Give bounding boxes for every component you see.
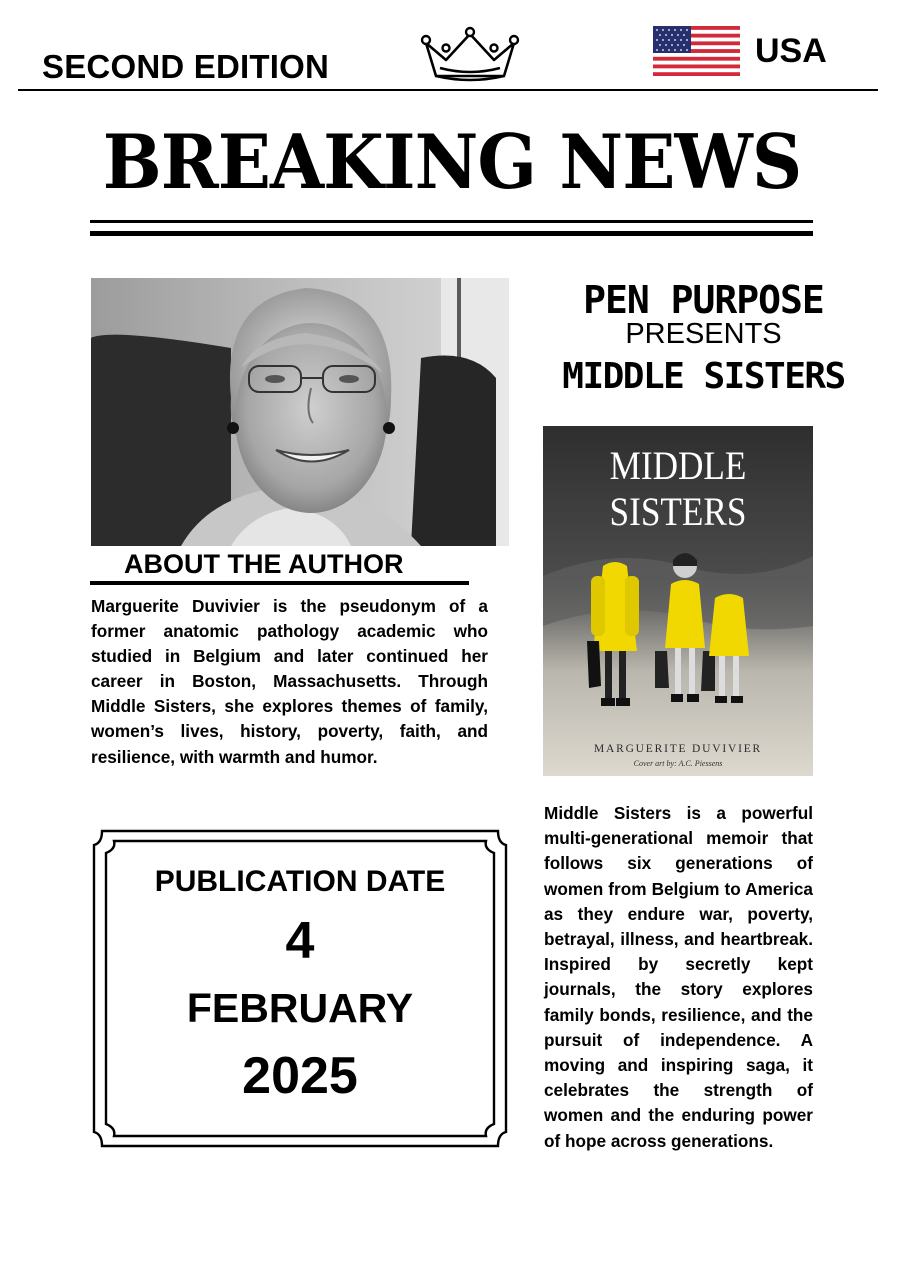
cover-art-credit: Cover art by: A.C. Piessens xyxy=(633,759,723,768)
about-author-rule xyxy=(90,581,469,585)
cover-title-line1: MIDDLE xyxy=(609,443,747,488)
headline: BREAKING NEWS xyxy=(102,118,802,206)
book-description: Middle Sisters is a powerful multi-generational memoir that follows six generations of women from Belgium to America as they endure war, poverty, betrayal, illness, and heartbreak. Inspired by secretly kept journals, the story explores family bonds, resilience, and the pursuit of independence. A moving and inspiring saga, it celebrates the strength of women and the enduring power of hope across generations. xyxy=(544,803,813,1151)
about-author-heading: ABOUT THE AUTHOR xyxy=(124,549,404,579)
headline-rule-thin xyxy=(90,220,813,223)
us-flag-icon xyxy=(653,26,740,76)
publication-month: FEBRUARY xyxy=(186,985,414,1031)
author-portrait-photo xyxy=(91,278,509,546)
publication-day: 4 xyxy=(285,912,315,970)
author-bio: Marguerite Duvivier is the pseudonym of a former anatomic pathology academic who studied in Belgium and later continued her career in Boston, Massachusetts. Through Middle Sisters, she explores themes of family, women’s lives, history, poverty, faith, and resilience, with warmth and humor. xyxy=(91,596,488,767)
publisher-name: PEN PURPOSE xyxy=(583,278,824,322)
publication-year: 2025 xyxy=(242,1047,358,1105)
crown-icon xyxy=(420,26,520,84)
book-cover xyxy=(543,426,813,776)
publication-date-label: PUBLICATION DATE xyxy=(154,865,446,898)
country-label: USA xyxy=(755,32,827,70)
presents-label: PRESENTS xyxy=(625,318,782,350)
book-title-heading: MIDDLE SISTERS xyxy=(562,356,845,397)
headline-rule-thick xyxy=(90,231,813,236)
masthead-rule xyxy=(18,89,878,91)
edition-label: SECOND EDITION xyxy=(42,48,329,85)
cover-author: MARGUERITE DUVIVIER xyxy=(593,743,763,755)
cover-title-line2: SISTERS xyxy=(609,489,747,534)
